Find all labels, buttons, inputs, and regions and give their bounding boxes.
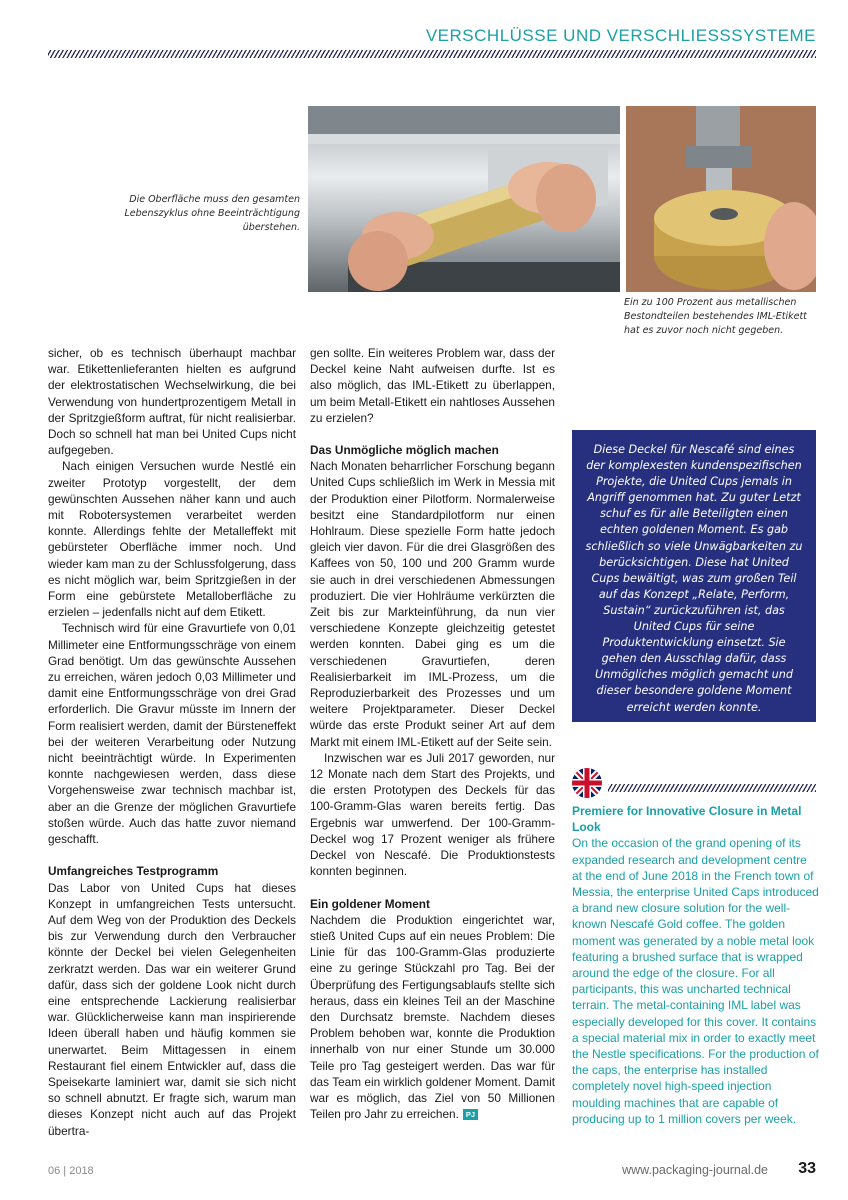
paragraph xyxy=(310,912,555,1123)
english-section-rule xyxy=(608,784,816,792)
paragraph: Nach einigen Versuchen wurde Nestlé ein zweiter Prototyp vorgestellt, der dem gewünschten Aussehen näher kann und auch mit Robotersystemen verarbeitet werden konnte. Allerdings fehlte der Metalleffekt mit gebürsteter Oberfläche immer noch. Und wieder kam man zu der Schlussfolgerung, dass es nicht möglich war, beim Spritzgießen in der Form eine gebürstete Metalloberfläche zu erzielen – jedenfalls nicht auf dem Etikett. xyxy=(48,459,296,620)
header-rule xyxy=(48,50,816,58)
paragraph-text: Nachdem die Produktion eingerichtet war, stieß United Cups auf ein neues Problem: Die Linie für das 100-Gramm-Glas produzierte eine zu geringe Stückzahl pro Tag. Bei der Überprüfung des Fertigungsablaufs stellte sich heraus, dass ein kleines Teil an der Maschine den Durchsatz bremste. Nachdem dieses Problem behoben war, konnte die Produktion innerhalb von nur einer Stunde um 30.000 Teile pro Tag gesteigert werden. Das war für das Team ein wirklich goldener Moment. Damit war es möglich, das Ziel von 50 Millionen Teilen pro Jahr zu erreichen. xyxy=(310,912,555,1122)
english-summary xyxy=(572,803,820,1127)
photo-gold-closure-test xyxy=(626,106,816,292)
end-mark-badge: PJ xyxy=(463,1109,478,1120)
paragraph: gen sollte. Ein weiteres Problem war, dass der Deckel keine Naht aufweisen durfte. Ist es also möglich, das IML-Etikett zu überlappen, um beim Metall-Etikett ein nahtloses Aussehen zu erzielen? xyxy=(310,346,555,425)
subheading: Umfangreiches Testprogramm xyxy=(48,864,219,879)
pull-quote: Diese Deckel für Nescafé sind eines der komplexesten kundenspezifischen Projekte, die United Cups jemals in Angriff genommen hat. Zu guter Letzt schuf es für alle Beteiligten einen echten goldenen Moment. Es gab schließlich so viele Unwägbarkeiten zu berücksichtigen. Diese hat United Cups bewältigt, was zum großen Teil auf das Konzept „Relate, Perform, Sustain“ zurückzuführen ist, das United Cups für seine Produktentwicklung einsetzt. Sie gehen den Ausschlag dafür, dass Unmögliches möglich gemacht und dieser besondere goldene Moment erreicht werden konnte. xyxy=(572,430,816,722)
photo-metal-label-strip xyxy=(308,106,620,292)
page-number: 33 xyxy=(798,1160,816,1177)
article-column-1 xyxy=(48,345,296,1139)
subheading: Ein goldener Moment xyxy=(310,896,430,911)
english-summary-body: On the occasion of the grand opening of its expanded research and development centre at the end of June 2018 in the French town of Messia, the enterprise United Caps introduced a brand new closure solution for the well-known Nescafé Gold coffee. The golden moment was generated by a noble metal look featuring a brushed surface that is wrapped around the edge of the closure. For all participants, this was uncharted technical terrain. The metal-containing IML label was especially developed for this cover. It contains a special material mix in order to exactly meet the Nestle specifications. For the production of the caps, the enterprise has installed completely novel high-speed injection moulding machines that are capable of producing up to 1 million covers per week. xyxy=(572,836,819,1126)
paragraph: Inzwischen war es Juli 2017 geworden, nur 12 Monate nach dem Start des Projekts, und die ersten Prototypen des Deckels für das 100-Gramm-Glas waren bereits fertig. Das Ergebnis war umwerfend. Der 100-Gramm-Deckel wog 17 Prozent weniger als frühere Deckel von Nescafé. Die Produktionstests konnten beginnen. xyxy=(310,750,555,879)
paragraph: Technisch wird für eine Gravurtiefe von 0,01 Millimeter eine Entformungsschräge von einem Grad benötigt. Um das gewünschte Aussehen zu erreichen, wären jedoch 0,03 Millimeter und damit eine Entformungsschräge von drei Grad erforderlich. Die Gravur müsste im Innern der Form realisiert werden, damit der Bürsteneffekt bei der weiteren Verarbeitung oder Nutzung nicht beeinträchtigt würde. In Experimenten konnte nachgewiesen werden, dass diese Vorgehensweise zwar technisch machbar ist, aber an die Grenze der möglichen Gravurtiefe stoßen würde. Auch das hatte zuvor niemand geschafft. xyxy=(48,621,296,847)
website-link[interactable]: www.packaging-journal.de xyxy=(622,1163,768,1177)
paragraph: sicher, ob es technisch überhaupt machbar war. Etikettenlieferanten hielten es aufgrund der elektrostatischen Wechselwirkung, die bei Verwendung von hundertprozentigem Metall in der Spritzgießform auftrat, für nicht realisierbar. Doch so schnell hat man bei United Cups nicht aufgegeben. xyxy=(48,346,296,458)
photo-caption-left: Die Oberfläche muss den gesamten Lebenszyklus ohne Beeinträchtigung überstehen. xyxy=(124,194,300,233)
paragraph: Nach Monaten beharrlicher Forschung begann United Cups schließlich im Werk in Messia mit der Produktion einer Pilotform. Normalerweise besitzt eine Standardpilotform nur einen Hohlraum. Diese spezielle Form hatte jedoch gleich vier davon. Für die drei Glasgrößen des Kaffees von 50, 100 und 200 Gramm wurde sie auch in drei verschiedenen Abmessungen produziert. Die vier Hohlräume verkürzten die Zeit bis zur Markteinführung, da nun vier verschiedene Konzepte gleichzeitig getestet werden konnten. Dabei ging es um die verschiedenen Gravurtiefen, deren Realisierbarkeit im IML-Prozess, um die Reproduzierbarkeit des Prozesses und um weitere Projektparameter. Dieser Deckel würde das erste Produkt seiner Art auf dem Markt mit einem IML-Etikett auf der Seite sein. xyxy=(310,459,555,749)
paragraph: Das Labor von United Cups hat dieses Konzept in umfangreichen Tests untersucht. Auf dem Weg von der Produktion des Deckels bis zur Verwendung durch den Verbraucher könnte der Deckel bei vielen Gelegenheiten zerkratzt werden. Das war ein weiterer Grund dafür, dass sich der goldene Look nicht durch eine entsprechende Lackierung realisierbar war. Glücklicherweise kann man inspirierende Ideen überall haben und häufig kommen sie unerwartet. Beim Mittagessen in einem Restaurant fiel einem Entwickler auf, dass die Speisekarte laminiert war, damit sie sich nicht so schnell abnutzt. Er fragte sich, warum man dieses Konzept nicht auch auf das Projekt übertra- xyxy=(48,880,296,1138)
english-summary-title: Premiere for Innovative Closure in Metal Look xyxy=(572,804,802,835)
section-title: VERSCHLÜSSE UND VERSCHLIESSSYSTEME xyxy=(425,26,816,45)
uk-flag-icon xyxy=(572,768,602,798)
photo-caption-right: Ein zu 100 Prozent aus metallischen Bestondteilen bestehendes IML-Etikett hat es zuvor noch nicht gegeben. xyxy=(624,297,807,336)
subheading: Das Unmögliche möglich machen xyxy=(310,443,499,458)
issue-number: 06 | 2018 xyxy=(48,1165,94,1177)
article-column-2 xyxy=(310,345,555,1122)
